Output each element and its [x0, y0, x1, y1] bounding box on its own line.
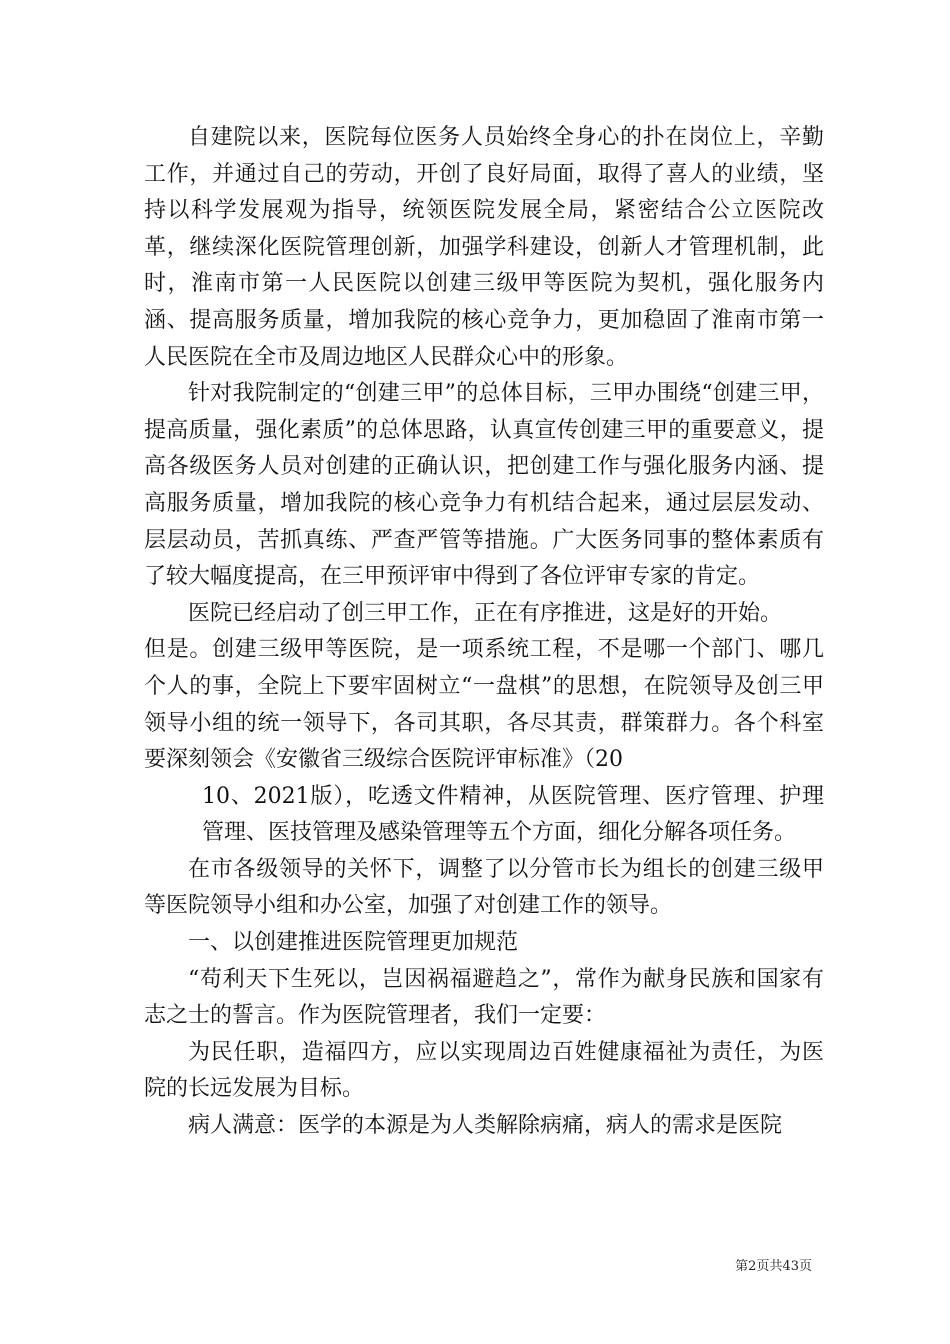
- paragraph-work-started: 医院已经启动了创三甲工作，正在有序推进，这是好的开始。: [188, 600, 783, 626]
- paragraph-leadership-group: 在市各级领导的关怀下，调整了以分管市长为组长的创建三级甲等医院领导小组和办公室，加强了对创建工作的领导。: [144, 856, 824, 919]
- page-number-footer: 第2页共43页: [735, 1259, 812, 1274]
- paragraph-hospital-history: 自建院以来，医院每位医务人员始终全身心的扑在岗位上，辛勤工作，并通过自己的劳动，开创了良好局面，取得了喜人的业绩，坚持以科学发展观为指导，统领医院发展全局，紧密结合公立医院改革，继续深化医院管理创新，加强学科建设，创新人才管理机制，此时，淮南市第一人民医院以创建三级甲等医院为契机，强化服务内涵、提高服务质量，增加我院的核心竞争力，更加稳固了淮南市第一人民医院在全市及周边地区人民群众心中的形象。: [144, 125, 824, 370]
- paragraph-patient-satisfaction: 病人满意：医学的本源是为人类解除病痛，病人的需求是医院: [188, 1113, 783, 1139]
- section-heading-management: 一、以创建推进医院管理更加规范: [188, 930, 519, 956]
- document-body: [144, 120, 824, 1145]
- paragraph-serve-people: 为民任职，造福四方，应以实现周边百姓健康福祉为责任，为医院的长远发展为目标。: [144, 1039, 824, 1102]
- paragraph-three-a-goal: 针对我院制定的“创建三甲”的总体目标，三甲办围绕“创建三甲，提高质量，强化素质”的总体思路，认真宣传创建三甲的重要意义，提高各级医务人员对创建的正确认识，把创建工作与强化服务内涵、提高服务质量，增加我院的核心竞争力有机结合起来，通过层层发动、层层动员，苦抓真练、严查严管等措施。广大医务同事的整体素质有了较大幅度提高，在三甲预评审中得到了各位评审专家的肯定。: [144, 381, 824, 590]
- paragraph-system-project: 但是。创建三级甲等医院，是一项系统工程，不是哪一个部门、哪几个人的事，全院上下要牢固树立“一盘棋”的思想，在院领导及创三甲领导小组的统一领导下，各司其职，各尽其责，群策群力。各个科室要深刻领会《安徽省三级综合医院评审标准》（20: [144, 637, 824, 773]
- paragraph-quote: “苟利天下生死以，岂因祸福避趋之”，常作为献身民族和国家有志之士的誓言。作为医院管理者，我们一定要：: [144, 966, 824, 1029]
- paragraph-standards-version: 10、2021版），吃透文件精神，从医院管理、医疗管理、护理管理、医技管理及感染管理等五个方面，细化分解各项任务。: [202, 783, 824, 846]
